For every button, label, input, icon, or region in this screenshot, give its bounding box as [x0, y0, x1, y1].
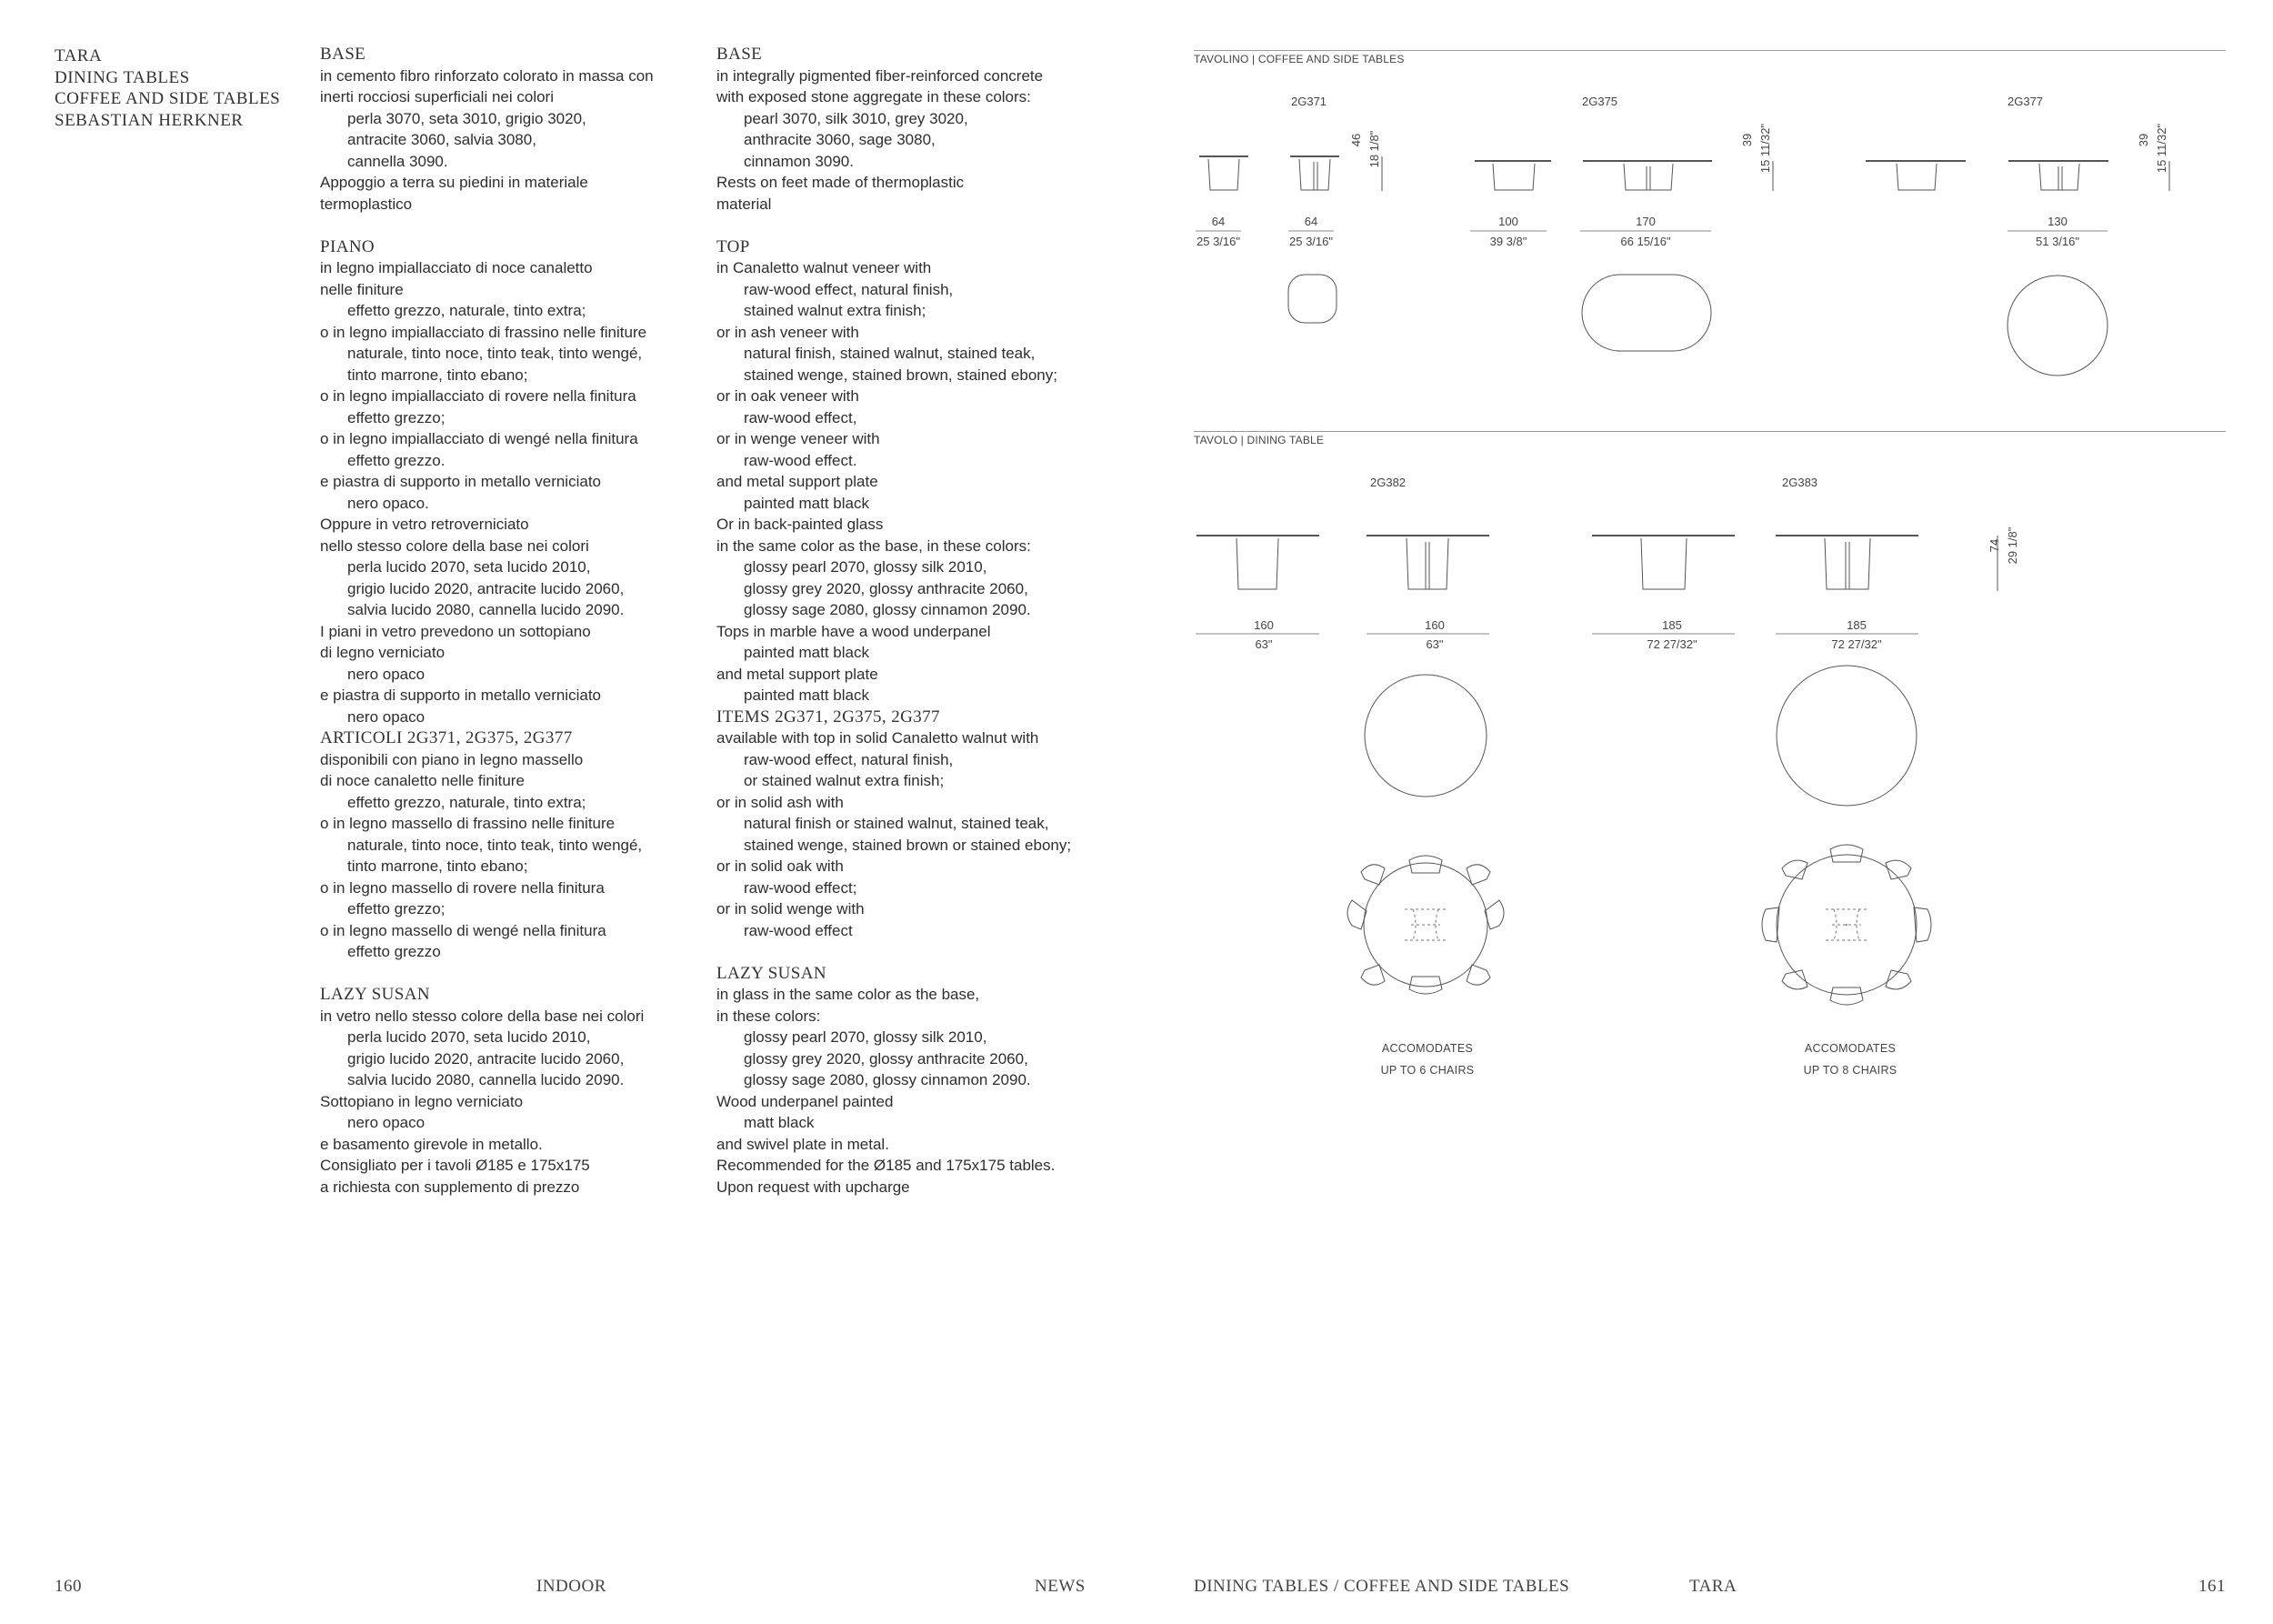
- spec-line: tinto marrone, tinto ebano;: [347, 857, 528, 875]
- spec-line: effetto grezzo.: [347, 451, 446, 469]
- dim-cm: 64: [1304, 215, 1318, 228]
- spec-line: or in wenge veneer with: [716, 430, 880, 447]
- spec-line: and metal support plate: [716, 473, 878, 490]
- spec-line: glossy grey 2020, glossy anthracite 2060,: [744, 1049, 1028, 1068]
- spec-line: raw-wood effect: [744, 921, 853, 939]
- chair-layout-6: [1347, 856, 1504, 994]
- height-in: 18 1/8": [1367, 130, 1381, 168]
- spec-line: glossy pearl 2070, glossy silk 2010,: [744, 1028, 987, 1046]
- dim-in: 63": [1255, 637, 1273, 651]
- spec-line: or stained walnut extra finish;: [744, 772, 945, 789]
- dim-cm: 170: [1636, 215, 1656, 228]
- spec-line: Appoggio a terra su piedini in materiale: [320, 174, 588, 191]
- elevation-2g375-b: [1583, 161, 1712, 190]
- height-cm: 46: [1349, 133, 1363, 147]
- spec-line: in Canaletto walnut veneer with: [716, 259, 932, 276]
- page-number-right: 161: [2198, 1577, 2226, 1596]
- spec-line: nelle finiture: [320, 280, 404, 298]
- spec-line: pearl 3070, silk 3010, grey 3020,: [744, 109, 968, 127]
- spec-line: I piani in vetro prevedono un sottopiano: [320, 622, 591, 640]
- capacity-note: UP TO 6 CHAIRS: [1380, 1064, 1475, 1077]
- spec-heading: LAZY SUSAN: [320, 985, 430, 1004]
- spec-line: painted matt black: [744, 494, 869, 512]
- spec-line: o in legno massello di wengé nella finitura: [320, 921, 606, 939]
- spec-line: a richiesta con supplemento di prezzo: [320, 1178, 580, 1196]
- height-cm: 74: [1988, 538, 2001, 553]
- spec-heading: BASE: [320, 45, 366, 64]
- spec-line: painted matt black: [744, 687, 869, 704]
- spec-heading: LAZY SUSAN: [716, 963, 826, 983]
- spec-line: raw-wood effect, natural finish,: [744, 750, 954, 768]
- coffee-section-label: TAVOLINO | COFFEE AND SIDE TABLES: [1194, 53, 1405, 65]
- spec-line: o in legno massello di frassino nelle finiture: [320, 815, 616, 832]
- dim-cm: 185: [1847, 618, 1867, 632]
- spec-line: or in oak veneer with: [716, 387, 859, 405]
- chair-layout-8: [1762, 845, 1931, 1005]
- spec-heading: BASE: [716, 45, 763, 64]
- spec-line: raw-wood effect, natural finish,: [744, 280, 954, 298]
- spec-line: naturale, tinto noce, tinto teak, tinto wengé,: [347, 836, 643, 854]
- height-cm: 39: [1740, 133, 1754, 147]
- page-number-left: 160: [55, 1577, 82, 1596]
- spec-line: effetto grezzo, naturale, tinto extra;: [347, 302, 586, 319]
- spec-line: cannella 3090.: [347, 152, 448, 170]
- spec-line: or in solid wenge with: [716, 900, 865, 917]
- dim-in: 25 3/16": [1197, 235, 1240, 248]
- category-dining: DINING TABLES: [55, 67, 190, 87]
- dim-in: 51 3/16": [2036, 235, 2079, 248]
- spec-line: in legno impiallacciato di noce canaletto: [320, 259, 593, 276]
- footer-news: NEWS: [1035, 1577, 1086, 1596]
- spec-heading: TOP: [716, 236, 750, 256]
- spec-line: glossy pearl 2070, glossy silk 2010,: [744, 558, 987, 576]
- elevation-2g383-a: [1592, 536, 1735, 589]
- spec-line: or in solid ash with: [716, 793, 844, 811]
- spec-line: o in legno massello di rovere nella finitura: [320, 878, 605, 897]
- spec-line: effetto grezzo: [347, 943, 441, 960]
- elevation-2g382-a: [1197, 536, 1319, 589]
- dim-in: 25 3/16": [1289, 235, 1333, 248]
- spec-line: nello stesso colore della base nei colori: [320, 536, 589, 555]
- spec-line: anthracite 3060, sage 3080,: [744, 131, 936, 148]
- code-2g377: 2G377: [2008, 95, 2044, 108]
- spec-line: Oppure in vetro retroverniciato: [320, 516, 529, 533]
- spec-line: di noce canaletto nelle finiture: [320, 772, 525, 789]
- dim-in: 63": [1426, 637, 1444, 651]
- spec-line: glossy sage 2080, glossy cinnamon 2090.: [744, 1071, 1031, 1088]
- height-cm: 39: [2137, 133, 2150, 147]
- spec-line: effetto grezzo;: [347, 900, 446, 917]
- plan-2g382: [1365, 675, 1487, 797]
- spec-line: Recommended for the Ø185 and 175x175 tables.: [716, 1157, 1056, 1174]
- spec-line: and metal support plate: [716, 665, 878, 683]
- dim-cm: 160: [1254, 618, 1274, 632]
- spec-line: natural finish, stained walnut, stained teak,: [744, 345, 1036, 362]
- elevation-2g377-b: [2008, 161, 2108, 190]
- spec-line: disponibili con piano in legno massello: [320, 750, 584, 768]
- spec-line: Sottopiano in legno verniciato: [320, 1092, 524, 1110]
- elevation-2g382-b: [1367, 536, 1489, 589]
- spec-line: inerti rocciosi superficiali nei colori: [320, 88, 554, 105]
- spec-line: natural finish or stained walnut, stained teak,: [744, 815, 1049, 832]
- collection-name: TARA: [55, 46, 103, 65]
- spec-line: Consigliato per i tavoli Ø185 e 175x175: [320, 1157, 590, 1174]
- spec-line: painted matt black: [744, 644, 869, 661]
- elevation-2g377-a: [1866, 161, 1966, 190]
- spec-line: nero opaco: [347, 1114, 426, 1131]
- capacity-note: ACCOMODATES: [1381, 1042, 1474, 1055]
- spec-line: salvia lucido 2080, cannella lucido 2090.: [347, 601, 625, 618]
- code-2g382: 2G382: [1370, 476, 1407, 489]
- spec-line: effetto grezzo, naturale, tinto extra;: [347, 793, 586, 811]
- spec-line: salvia lucido 2080, cannella lucido 2090.: [347, 1071, 625, 1088]
- dim-cm: 160: [1425, 618, 1445, 632]
- spec-line: o in legno impiallacciato di frassino nelle finiture: [320, 323, 647, 341]
- spec-line: glossy grey 2020, glossy anthracite 2060,: [744, 579, 1028, 597]
- spec-line: in the same color as the base, in these colors:: [716, 536, 1031, 555]
- elevation-2g383-b: [1776, 536, 1918, 589]
- spec-line: in glass in the same color as the base,: [716, 986, 980, 1003]
- spec-line: raw-wood effect;: [744, 878, 857, 897]
- spec-line: e piastra di supporto in metallo verniciato: [320, 473, 601, 490]
- spec-line: o in legno impiallacciato di rovere nella finitura: [320, 387, 636, 405]
- spec-line: Tops in marble have a wood underpanel: [716, 622, 991, 640]
- footer-section: DINING TABLES / COFFEE AND SIDE TABLES: [1194, 1577, 1570, 1596]
- spec-line: Or in back-painted glass: [716, 516, 884, 533]
- spec-line: raw-wood effect,: [744, 408, 857, 426]
- spec-line: in vetro nello stesso colore della base nei colori: [320, 1007, 645, 1025]
- dim-in: 39 3/8": [1489, 235, 1527, 248]
- spec-line: nero opaco: [347, 665, 426, 683]
- elevation-2g375-a: [1475, 161, 1551, 190]
- spec-line: stained wenge, stained brown or stained ebony;: [744, 836, 1072, 854]
- spec-line: Upon request with upcharge: [716, 1178, 910, 1196]
- dim-in: 72 27/32": [1647, 637, 1697, 651]
- spec-line: e piastra di supporto in metallo verniciato: [320, 687, 601, 704]
- spec-line: Wood underpanel painted: [716, 1092, 894, 1110]
- spec-line: perla lucido 2070, seta lucido 2010,: [347, 1028, 591, 1046]
- dim-in: 72 27/32": [1831, 637, 1882, 651]
- spec-line: in integrally pigmented fiber-reinforced concrete: [716, 66, 1044, 85]
- plan-2g375: [1582, 275, 1711, 351]
- dim-cm: 64: [1211, 215, 1226, 228]
- category-coffee: COFFEE AND SIDE TABLES: [55, 89, 281, 108]
- spec-line: stained wenge, stained brown, stained ebony;: [744, 366, 1057, 384]
- spec-line: nero opaco.: [347, 494, 429, 512]
- spec-line: di legno verniciato: [320, 644, 446, 661]
- spec-line: grigio lucido 2020, antracite lucido 2060,: [347, 1049, 625, 1068]
- spec-line: perla lucido 2070, seta lucido 2010,: [347, 558, 591, 576]
- capacity-note: UP TO 8 CHAIRS: [1803, 1064, 1898, 1077]
- spec-line: nero opaco: [347, 707, 426, 726]
- spec-heading: ITEMS 2G371, 2G375, 2G377: [716, 707, 940, 727]
- plan-2g371: [1288, 275, 1337, 323]
- spec-line: Rests on feet made of thermoplastic: [716, 174, 965, 191]
- spec-line: in cemento fibro rinforzato colorato in massa con: [320, 66, 654, 85]
- designer-name: SEBASTIAN HERKNER: [55, 110, 244, 130]
- plan-2g377: [2008, 276, 2108, 376]
- spec-line: or in solid oak with: [716, 857, 844, 875]
- dining-section-label: TAVOLO | DINING TABLE: [1194, 434, 1325, 446]
- plan-2g383: [1777, 666, 1917, 806]
- dim-cm: 130: [2048, 215, 2068, 228]
- spec-line: matt black: [744, 1114, 815, 1131]
- spec-heading: ARTICOLI 2G371, 2G375, 2G377: [320, 728, 573, 747]
- spec-line: and swivel plate in metal.: [716, 1135, 889, 1153]
- code-2g371: 2G371: [1291, 95, 1327, 108]
- spec-line: effetto grezzo;: [347, 408, 446, 426]
- elevation-2g371-b: [1290, 156, 1339, 190]
- dim-in: 66 15/16": [1620, 235, 1671, 248]
- height-in: 29 1/8": [2006, 526, 2019, 565]
- capacity-note: ACCOMODATES: [1804, 1042, 1897, 1055]
- dim-cm: 185: [1662, 618, 1682, 632]
- spec-line: o in legno impiallacciato di wengé nella finitura: [320, 430, 638, 447]
- spec-line: cinnamon 3090.: [744, 152, 854, 170]
- spec-heading: PIANO: [320, 236, 375, 256]
- spec-line: grigio lucido 2020, antracite lucido 2060,: [347, 579, 625, 597]
- spec-line: perla 3070, seta 3010, grigio 3020,: [347, 109, 586, 127]
- elevation-2g371-a: [1199, 156, 1248, 190]
- spec-line: e basamento girevole in metallo.: [320, 1135, 543, 1153]
- spec-line: stained walnut extra finish;: [744, 302, 926, 319]
- spec-line: termoplastico: [320, 195, 413, 213]
- height-in: 15 11/32": [2155, 123, 2168, 174]
- spec-line: with exposed stone aggregate in these colors:: [716, 88, 1031, 105]
- footer-indoor: INDOOR: [536, 1577, 606, 1596]
- spec-line: tinto marrone, tinto ebano;: [347, 366, 528, 384]
- spec-line: glossy sage 2080, glossy cinnamon 2090.: [744, 601, 1031, 618]
- spec-line: raw-wood effect.: [744, 451, 857, 469]
- spec-line: antracite 3060, salvia 3080,: [347, 131, 536, 148]
- dim-cm: 100: [1498, 215, 1518, 228]
- footer-tara: TARA: [1689, 1577, 1737, 1596]
- height-in: 15 11/32": [1758, 123, 1772, 174]
- spec-line: in these colors:: [716, 1007, 821, 1025]
- spec-line: or in ash veneer with: [716, 323, 859, 341]
- code-2g383: 2G383: [1782, 476, 1818, 489]
- spec-line: material: [716, 195, 772, 213]
- spec-line: naturale, tinto noce, tinto teak, tinto wengé,: [347, 345, 643, 362]
- spec-line: available with top in solid Canaletto walnut with: [716, 729, 1039, 747]
- code-2g375: 2G375: [1582, 95, 1618, 108]
